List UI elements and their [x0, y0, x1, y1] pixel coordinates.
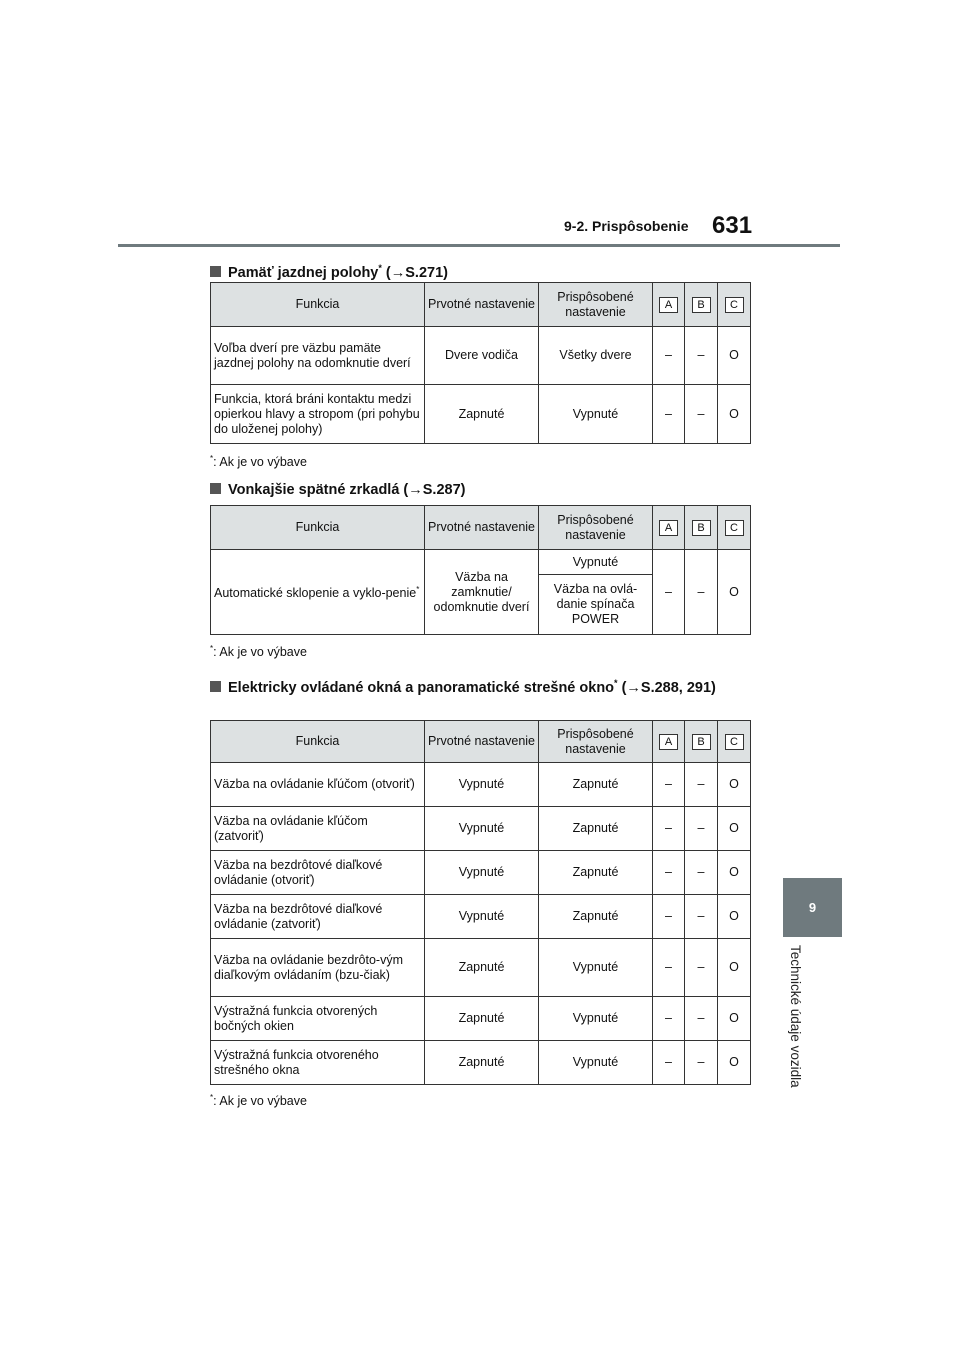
- col-b: [685, 721, 718, 763]
- table-row: Väzba na ovládanie kľúčom (zatvoriť) Vypnuté Zapnuté – – O: [211, 807, 751, 851]
- section-title: 9-2. Prispôsobenie: [564, 218, 689, 234]
- col-b: [685, 283, 718, 327]
- section-heading-seat-memory: Pamäť jazdnej polohy* (→S.271): [210, 258, 750, 284]
- table-row: Väzba na bezdrôtové diaľkové ovládanie (otvoriť) Vypnuté Zapnuté – – O: [211, 851, 751, 895]
- col-prvotne: Prvotné nastavenie: [425, 506, 539, 550]
- col-c: [718, 721, 751, 763]
- table-row: Väzba na bezdrôtové diaľkové ovládanie (zatvoriť) Vypnuté Zapnuté – – O: [211, 895, 751, 939]
- c-icon: C: [725, 734, 744, 750]
- col-prvotne: Prvotné nastavenie: [425, 721, 539, 763]
- a-icon: A: [659, 297, 678, 313]
- c-icon: C: [725, 297, 744, 313]
- footnote: *: Ak je vo výbave: [210, 644, 307, 660]
- col-a: [653, 506, 685, 550]
- col-c: [718, 283, 751, 327]
- col-prisposobene: Prispôsobené nastavenie: [539, 283, 653, 327]
- section-heading-windows: Elektricky ovládané okná a panoramatické strešné okno* (→S.288, 291): [210, 673, 750, 699]
- col-funkcia: Funkcia: [211, 506, 425, 550]
- col-a: [653, 283, 685, 327]
- b-icon: B: [692, 520, 711, 536]
- a-icon: A: [659, 520, 678, 536]
- table-row: Väzba na ovlá-danie spínača POWER: [211, 575, 751, 635]
- b-icon: B: [692, 734, 711, 750]
- table-row: Automatické sklopenie a vyklo-penie* Väzba na zamknutie/ odomknutie dverí Vypnuté – – O: [211, 550, 751, 575]
- table-header-row: [211, 506, 751, 550]
- table-header-row: [211, 283, 751, 327]
- chapter-title: Technické údaje vozidla: [788, 945, 803, 1088]
- square-bullet-icon: [210, 266, 221, 277]
- b-icon: B: [692, 297, 711, 313]
- col-c: [718, 506, 751, 550]
- table-mirrors: [210, 505, 751, 635]
- footnote: *: Ak je vo výbave: [210, 454, 307, 470]
- table-windows: [210, 720, 751, 1085]
- section-heading-mirrors: Vonkajšie spätné zrkadlá (→S.287): [210, 480, 750, 501]
- col-prvotne: Prvotné nastavenie: [425, 283, 539, 327]
- col-funkcia: Funkcia: [211, 283, 425, 327]
- table-header-row: [211, 721, 751, 763]
- table-row: Väzba na ovládanie kľúčom (otvoriť) Vypnuté Zapnuté – – O: [211, 763, 751, 807]
- header-rule: [118, 244, 840, 247]
- col-prisposobene: Prispôsobené nastavenie: [539, 506, 653, 550]
- table-row: Výstražná funkcia otvorených bočných okien Zapnuté Vypnuté – – O: [211, 997, 751, 1041]
- col-funkcia: Funkcia: [211, 721, 425, 763]
- col-b: [685, 506, 718, 550]
- c-icon: C: [725, 520, 744, 536]
- table-row: Funkcia, ktorá bráni kontaktu medzi opierkou hlavy a stropom (pri pohybu do uloženej polohy) Zapnuté Vypnuté – – O: [211, 385, 751, 444]
- square-bullet-icon: [210, 483, 221, 494]
- square-bullet-icon: [210, 681, 221, 692]
- table-row: Väzba na ovládanie bezdrôto-vým diaľkovým ovládaním (bzu-čiak) Zapnuté Vypnuté – – O: [211, 939, 751, 997]
- col-prisposobene: Prispôsobené nastavenie: [539, 721, 653, 763]
- page-number: 631: [712, 212, 753, 239]
- table-row: Výstražná funkcia otvoreného strešného okna Zapnuté Vypnuté – – O: [211, 1041, 751, 1085]
- chapter-tab: 9: [783, 878, 842, 937]
- table-seat-memory: [210, 282, 751, 444]
- footnote: *: Ak je vo výbave: [210, 1093, 307, 1109]
- table-row: Voľba dverí pre väzbu pamäte jazdnej polohy na odomknutie dverí Dvere vodiča Všetky dvere – – O: [211, 327, 751, 385]
- col-a: [653, 721, 685, 763]
- a-icon: A: [659, 734, 678, 750]
